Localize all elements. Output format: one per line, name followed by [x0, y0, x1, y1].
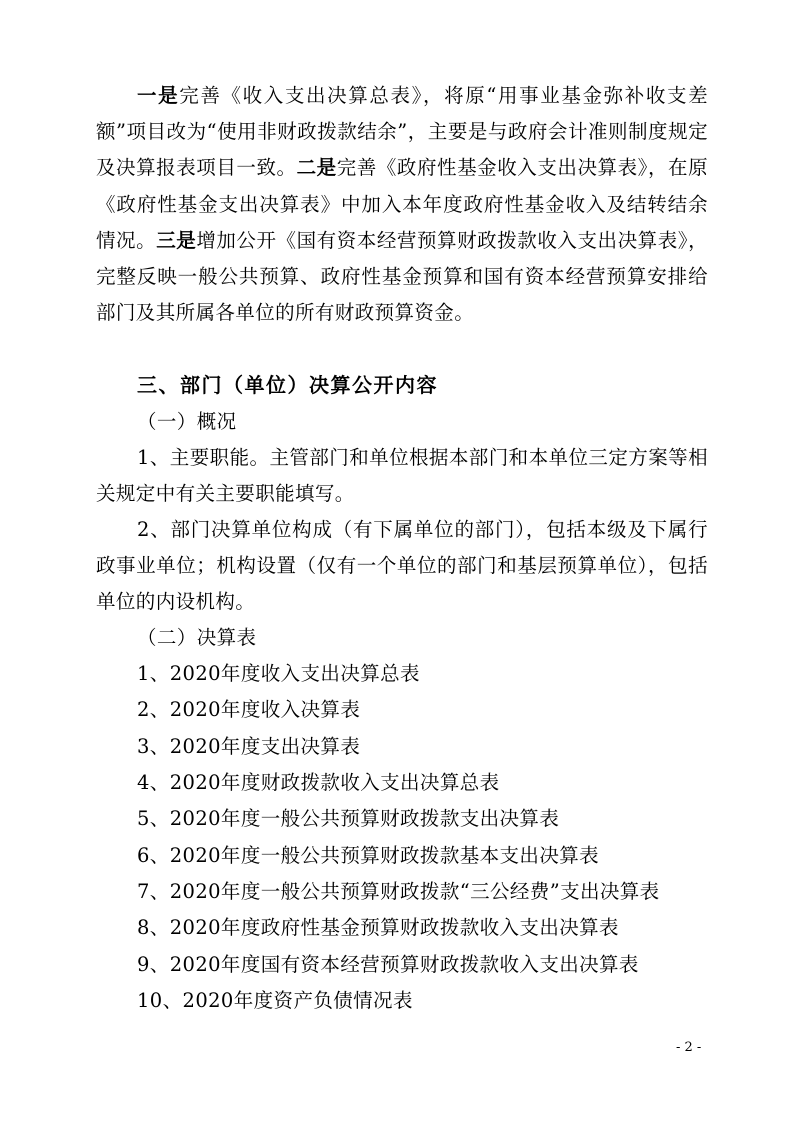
- main-functions-paragraph: 1、主要职能。主管部门和单位根据本部门和本单位三定方案等相关规定中有关主要职能填写。: [96, 446, 708, 506]
- point-three-label: 三是: [156, 228, 197, 252]
- table-list-item: 3、2020年度支出决算表: [137, 735, 361, 758]
- unit-composition-paragraph: 2、部门决算单位构成（有下属单位的部门），包括本级及下属行政事业单位；机构设置（仅有一个单位的部门和基层预算单位），包括单位的内设机构。: [96, 518, 708, 614]
- overview-heading: （一）概况: [137, 410, 237, 433]
- table-list-item: 7、2020年度一般公共预算财政拨款“三公经费”支出决算表: [137, 880, 660, 903]
- intro-paragraph: [96, 78, 708, 331]
- table-list-item: 2、2020年度收入决算表: [137, 698, 361, 721]
- page-number: - 2 -: [676, 1040, 702, 1055]
- table-list-item: 4、2020年度财政拨款收入支出决算总表: [137, 771, 500, 794]
- final-accounts-tables-heading: （二）决算表: [137, 626, 257, 649]
- point-two-text: 完善《政府性基金收入支出决算表》，在原《政府性基金支出决算表》中加入本年度政府性基金收入及结转结余情况。: [96, 156, 708, 252]
- point-one-text: 完善《收入支出决算总表》，将原“用事业基金弥补收支差额”项目改为“使用非财政拨款结余”，主要是与政府会计准则制度规定及决算报表项目一致。: [96, 84, 708, 180]
- point-three-text: 增加公开《国有资本经营预算财政拨款收入支出决算表》，完整反映一般公共预算、政府性基金预算和国有资本经营预算安排给部门及其所属各单位的所有财政预算资金。: [96, 228, 708, 325]
- table-list-item: 5、2020年度一般公共预算财政拨款支出决算表: [137, 807, 560, 830]
- table-list-item: 6、2020年度一般公共预算财政拨款基本支出决算表: [137, 844, 600, 867]
- table-list-item: 8、2020年度政府性基金预算财政拨款收入支出决算表: [137, 916, 619, 939]
- section-three-heading: 三、部门（单位）决算公开内容: [137, 373, 438, 397]
- table-list-item: 9、2020年度国有资本经营预算财政拨款收入支出决算表: [137, 953, 639, 976]
- table-list-item: 10、2020年度资产负债情况表: [137, 989, 413, 1012]
- point-two-label: 二是: [296, 156, 337, 180]
- point-one-label: 一是: [137, 84, 180, 107]
- table-list-item: 1、2020年度收入支出决算总表: [137, 662, 420, 685]
